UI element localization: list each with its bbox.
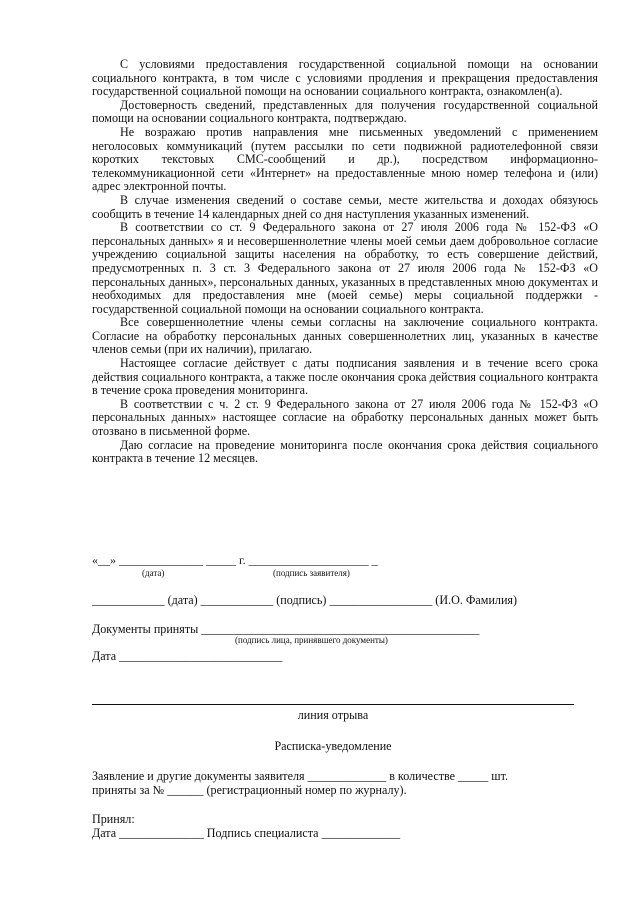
receipt-title: Расписка-уведомление [274, 739, 392, 753]
paragraph-changes: В случае изменения сведений о составе семьи, месте жительства и доходах обязуюсь сообщить в течение 14 календарных дней со дня наступления указанных изменений. [92, 192, 598, 221]
date-signature-name-line: ____________ (дата) ____________ (подпись) _________________ (И.О. Фамилия) [92, 593, 518, 607]
applicant-signature-line: «__» ______________ _____ г. ____________________ _ [92, 553, 378, 567]
paragraph-notifications: Не возражаю против направления мне письменных уведомлений с применением неголосовых коммуникаций (путем рассылки по сети подвижной радиотелефонной связи коротких текстовых СМС-сообщений и др.), посредством информационно-телекоммуникационной сети «Интернет» на предоставленные мною номер телефона и (или) адрес электронной почты. [92, 124, 598, 194]
paragraph-personal-data: В соответствии со ст. 9 Федерального закона от 27 июля 2006 года № 152-ФЗ «О персональных данных» я и несовершеннолетние члены моей семьи даем добровольное согласие учреждению социальной защиты населения на обработку, то есть совершение действий, предусмотренных п. 3 ст. 3 Федерального закона от 27 июля 2006 года № 152-ФЗ «О персональных данных», персональных данных, указанных в представленных мною документах и необходимых для предоставления мне (моей семье) меры социальной поддержки - государственной социальной помощи на основании социального контракта. [92, 220, 598, 316]
paragraph-validity: Настоящее согласие действует с даты подписания заявления и в течение всего срока действия социального контракта, а также после окончания срока действия социального контракта в течение срока проведения мониторинга. [92, 356, 598, 398]
applicant-signature-caption: (подпись заявителя) [273, 568, 350, 578]
paragraph-revocation: В соответствии с ч. 2 ст. 9 Федерального закона от 27 июля 2006 года № 152-ФЗ «О персональных данных» настоящее согласие на обработку персональных данных может быть отозвано в письменной форме. [92, 396, 598, 439]
consent-text-block [92, 58, 598, 466]
receipt-line-documents: Заявление и другие документы заявителя _____________ в количестве _____ шт. [92, 769, 508, 783]
docs-accepted-line: Документы приняты ______________________________________________ [92, 622, 480, 636]
date-caption: (дата) [142, 568, 165, 578]
specialist-date-signature-line: Дата ______________ Подпись специалиста _____________ [92, 826, 401, 840]
paragraph-conditions: С условиями предоставления государственной социальной помощи на основании социального контракта, в том числе с условиями продления и прекращения предоставления государственной социальной помощи на основании социального контракта, ознакомлен(а). [92, 57, 598, 99]
paragraph-monitoring: Даю согласие на проведение мониторинга после окончания срока действия социального контракта в течение 12 месяцев. [92, 437, 598, 466]
receipt-line-registration: приняты за № ______ (регистрационный номер по журналу). [92, 783, 407, 797]
date-line: Дата ___________________________ [92, 649, 283, 663]
paragraph-adult-members: Все совершеннолетние члены семьи согласны на заключение социального контракта. Согласие на обработку персональных данных совершеннолетних лиц, указанных в качестве членов семьи (при их наличии), прилагаю. [92, 315, 598, 357]
tear-line-label: линия отрыва [297, 708, 369, 722]
accepted-label: Принял: [92, 812, 135, 826]
docs-accepted-caption: (подпись лица, принявшего документы) [235, 635, 388, 645]
tear-line [92, 704, 574, 705]
paragraph-reliability: Достоверность сведений, представленных для получения государственной социальной помощи на основании социального контракта, подтверждаю. [92, 97, 598, 126]
